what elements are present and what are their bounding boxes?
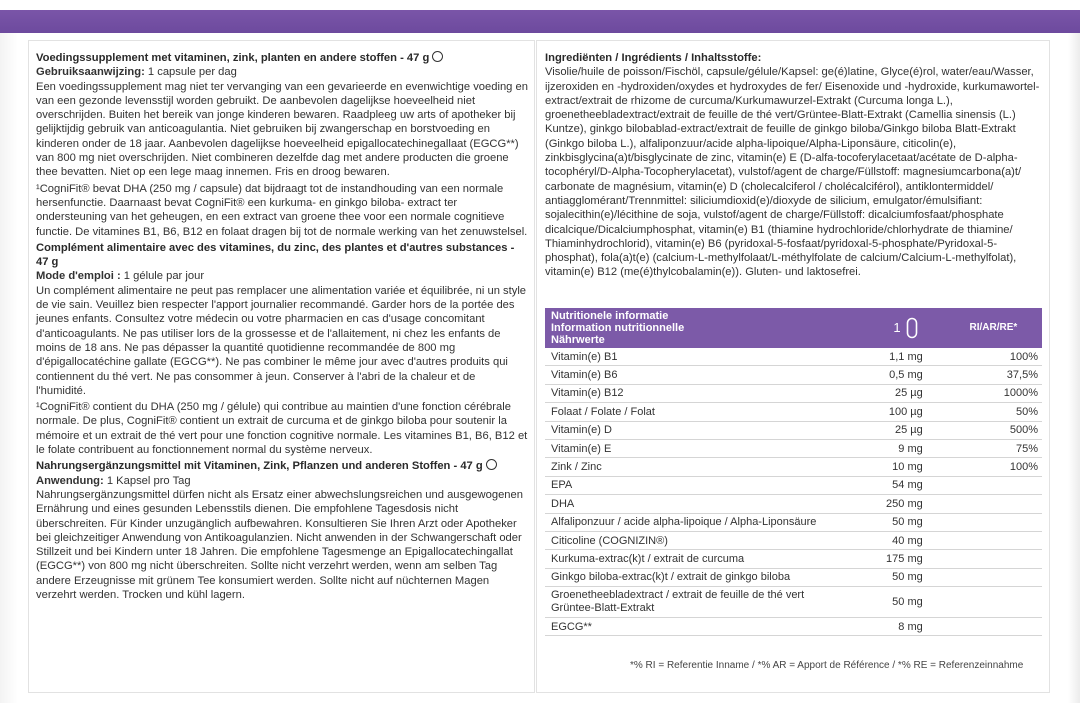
table-row bbox=[545, 458, 1042, 476]
nutrient-ri bbox=[945, 550, 1042, 568]
nutrient-name: Zink / Zinc bbox=[545, 458, 867, 476]
table-row bbox=[545, 587, 1042, 618]
estimated-sign-icon bbox=[486, 459, 497, 470]
nutrient-amount: 25 µg bbox=[867, 421, 945, 439]
fr-note: ¹CogniFit® contient du DHA (250 mg / gélule) qui contribue au maintien d'une fonction cérébrale normale. De plus, CogniFit® contient un extrait de curcuma et de ginkgo biloba pour soutenir la mémoire et un extrait de thé vert pour une fonction cognitive normale. Les vitamines B1, B6, B12 et le folate contribuent au fonctionnement normal du système nerveux. bbox=[36, 401, 528, 457]
table-row bbox=[545, 568, 1042, 586]
ri-footnote: *% RI = Referentie Inname / *% AR = Apport de Référence / *% RE = Referenzeinnahme bbox=[630, 660, 1024, 671]
multilingual-instructions bbox=[36, 51, 528, 604]
nutrient-amount: 100 µg bbox=[867, 403, 945, 421]
nutrient-name: Vitamin(e) D bbox=[545, 421, 867, 439]
nutrient-ri: 37,5% bbox=[945, 366, 1042, 384]
nutrient-name: Vitamin(e) B1 bbox=[545, 348, 867, 366]
table-row bbox=[545, 384, 1042, 402]
nutrient-amount: 250 mg bbox=[867, 495, 945, 513]
capsule-icon bbox=[906, 317, 918, 339]
nutrient-amount: 10 mg bbox=[867, 458, 945, 476]
nutrient-ri: 75% bbox=[945, 439, 1042, 457]
de-usage-label: Anwendung: bbox=[36, 474, 104, 487]
table-row bbox=[545, 531, 1042, 549]
nl-section bbox=[36, 51, 528, 239]
fr-body: Un complément alimentaire ne peut pas remplacer une alimentation variée et équilibrée, ni un style de vie sain. Veuillez bien respecter l'apport journalier recommandé. Garder hors de la portée des jeunes enfants. Consultez votre médecin ou votre pharmacien en cas d'usage concomitant d'anticoagulants. Ne pas utiliser lors de la grossesse et de l'allaitement, ni chez les enfants de moins de 18 ans. Ne pas dépasser la quantité quotidienne recommandée de 800 mg d'épigallocatéchine gallate (EGCG**). Ne pas combiner le même jour avec d'autres produits qui contiennent du thé vert. Ne pas consommer à jeun. Conserver à l'abri de la chaleur et de l'humidité. bbox=[36, 284, 527, 397]
nutrient-name: Kurkuma-extrac(k)t / extrait de curcuma bbox=[545, 550, 867, 568]
nutrient-amount: 50 mg bbox=[867, 568, 945, 586]
nutrient-amount: 50 mg bbox=[867, 513, 945, 531]
nutrition-table-header bbox=[545, 308, 1042, 348]
dose-count: 1 bbox=[893, 320, 901, 335]
nutrition-table bbox=[545, 308, 1042, 636]
nutrient-name: Folaat / Folate / Folat bbox=[545, 403, 867, 421]
purple-top-band bbox=[0, 0, 1080, 33]
nutrient-ri bbox=[945, 476, 1042, 494]
nutrient-name: EPA bbox=[545, 476, 867, 494]
de-body: Nahrungsergänzungsmittel dürfen nicht als Ersatz einer abwechslungsreichen und ausgewogenen Ernährung und eines gesunden Lebensstils dienen. Die empfohlene Tagesdosis nicht überschreiten. Für Kinder unzugänglich aufbewahren. Konsultieren Sie Ihren Arzt oder Apotheker bei gleichzeitiger Anwendung von Antikoagulanzien. Nicht anwenden in der Schwangerschaft oder Stillzeit und bei Kindern unter 18 Jahren. Die empfohlene Tagesmenge an Epigallocatechingallat (EGCG**) von 800 mg nicht überschreiten. Sollte nicht verzehrt werden, wenn am selben Tag andere Erzeugnisse mit grünem Tee konsumiert werden. Sollte nicht auf nüchternen Magen verzehrt werden. Trocken und kühl lagern. bbox=[36, 488, 523, 601]
dose-header bbox=[867, 308, 945, 348]
nl-usage-label: Gebruiksaanwijzing: bbox=[36, 66, 145, 79]
table-row bbox=[545, 348, 1042, 366]
nutrient-ri: 50% bbox=[945, 403, 1042, 421]
header-line-nl: Nutritionele informatie bbox=[551, 310, 669, 322]
nutrient-ri: 500% bbox=[945, 421, 1042, 439]
nutrient-name: EGCG** bbox=[545, 618, 867, 636]
nutrient-name: DHA bbox=[545, 495, 867, 513]
nutrient-name: Ginkgo biloba-extrac(k)t / extrait de ginkgo biloba bbox=[545, 568, 867, 586]
table-row bbox=[545, 618, 1042, 636]
nutrient-ri: 100% bbox=[945, 458, 1042, 476]
nutrient-ri: 100% bbox=[945, 348, 1042, 366]
nutrient-name: Groenetheebladextract / extrait de feuille de thé vert Grüntee-Blatt-Extrakt bbox=[545, 587, 867, 618]
fr-usage-label: Mode d'emploi : bbox=[36, 270, 121, 283]
nl-title: Voedingssupplement met vitaminen, zink, planten en andere stoffen - 47 g bbox=[36, 52, 430, 64]
nutrient-ri bbox=[945, 495, 1042, 513]
nutrient-ri bbox=[945, 618, 1042, 636]
nutrient-amount: 40 mg bbox=[867, 531, 945, 549]
nutrient-ri bbox=[945, 568, 1042, 586]
table-row bbox=[545, 513, 1042, 531]
fr-title: Complément alimentaire avec des vitamines, du zinc, des plantes et d'autres substances - 47 g bbox=[36, 241, 515, 269]
nutrient-ri: 1000% bbox=[945, 384, 1042, 402]
nl-usage-value: 1 capsule per dag bbox=[144, 66, 237, 79]
ingredients-block bbox=[545, 51, 1045, 282]
ingredients-title: Ingrediënten / Ingrédients / Inhaltsstoffe: bbox=[545, 52, 762, 64]
de-title: Nahrungsergänzungsmittel mit Vitaminen, Zink, Pflanzen und anderen Stoffen - 47 g bbox=[36, 460, 483, 473]
header-line-fr: Information nutritionnelle bbox=[551, 322, 685, 334]
left-edge-shadow bbox=[0, 33, 18, 703]
header-line-de: Nährwerte bbox=[551, 334, 605, 346]
table-row bbox=[545, 403, 1042, 421]
nl-note: ¹CogniFit® bevat DHA (250 mg / capsule) dat bijdraagt tot de instandhouding van een normale hersenfunctie. Daarnaast bevat CogniFit® een kurkuma- en ginkgo biloba- extract ter ondersteuning van het geheugen, en een extract van groene thee voor een normale cognitieve functie. De vitamines B1, B6, B12 en folaat dragen bij tot de normale werking van het zenuwstelsel. bbox=[36, 182, 528, 238]
de-usage-value: 1 Kapsel pro Tag bbox=[103, 474, 191, 487]
fr-section bbox=[36, 241, 528, 457]
table-row bbox=[545, 366, 1042, 384]
ri-header: RI/AR/RE* bbox=[945, 308, 1042, 348]
estimated-sign-icon bbox=[432, 51, 443, 62]
nutrition-header-labels bbox=[545, 308, 867, 348]
nutrient-ri bbox=[945, 531, 1042, 549]
nutrient-name: Vitamin(e) E bbox=[545, 439, 867, 457]
nl-body: Een voedingssupplement mag niet ter vervanging van een gevarieerde en evenwichtige voeding en van een gezonde levensstijl worden gebruikt. De aanbevolen dagelijkse hoeveelheid niet overschrijden. Buiten het bereik van jonge kinderen bewaren. Raadpleeg uw arts of apotheker bij gelijktijdig gebruik van anticoagulantia. Niet gebruiken bij zwangerschap en borstvoeding en kinderen onder de 18 jaar. Aanbevolen dagelijkse hoeveelheid epigallocatechinegallaat (EGCG**) van 800 mg niet overschrijden. Niet combineren dezelfde dag met andere producten die groene thee bevatten. Niet op een lege maag innemen. Fris en droog bewaren. bbox=[36, 80, 528, 179]
nutrient-amount: 54 mg bbox=[867, 476, 945, 494]
nutrient-ri bbox=[945, 513, 1042, 531]
nutrient-name: Citicoline (COGNIZIN®) bbox=[545, 531, 867, 549]
de-section bbox=[36, 459, 528, 602]
nutrient-amount: 9 mg bbox=[867, 439, 945, 457]
nutrient-amount: 1,1 mg bbox=[867, 348, 945, 366]
nutrient-name: Vitamin(e) B6 bbox=[545, 366, 867, 384]
nutrient-amount: 0,5 mg bbox=[867, 366, 945, 384]
table-row bbox=[545, 476, 1042, 494]
nutrient-amount: 50 mg bbox=[867, 587, 945, 618]
fr-usage-value: 1 gélule par jour bbox=[120, 270, 205, 283]
nutrient-amount: 175 mg bbox=[867, 550, 945, 568]
table-row bbox=[545, 439, 1042, 457]
table-row bbox=[545, 421, 1042, 439]
table-row bbox=[545, 550, 1042, 568]
ingredients-text: Visolie/huile de poisson/Fischöl, capsule/gélule/Kapsel: ge(é)latine, Glyce(é)rol, water/eau/Wasser, ijzeroxiden en -hydroxiden/oxydes et hydroxydes de fer/ Eisenoxide und -hydroxide, kurkumawortel-extract/extrait de rhizome de curcuma/Kurkumawurzel-Extrakt (Curcuma longa L.), groenetheebladextract/extrait de feuille de thé vert/Grüntee-Blatt-Extrakt (Camellia sinensis (L.) Kuntze), ginkgo bilobablad-extract/extrait de feuille de ginkgo biloba/Ginkgo biloba Blatt-Extrakt (Ginkgo biloba L.), alfaliponzuur/acide alpha-lipoique/Alpha-Liponsäure, citicolin(e), zinkbisglycina(a)t/bisglycinate de zinc, vitamin(e) E (D-alfa-tocoferylacetaat/acétate de D-alpha-tocophéryl/D-Alpha-Tocopherylacetat), vulstof/agent de charge/Füllstoff: magnesiumcarbona(a)t/ carbonate de magnésium, vitamin(e) D (cholecalciferol / cholécalciférol), antiklontermiddel/ antiagglomérant/Trennmittel: siliciumdioxid(e)/dioxyde de silicium, emulgator/émulsifiant: sojalecithin(e)/lécithine de soja, vulstof/agent de charge/Füllstoff: dicalciumfosfaat/phosphate dicalcique/Dicalciumphosphat, vitamin(e) B1 (thiamine hydrochloride/chlorhydrate de thiamine/ Thiaminhydrochlorid), vitamin(e) B6 (pyridoxal-5-fosfaat/pyridoxal-5-phosphate/Pyridoxal-5-phosphat), fola(a)t(e) (calcium-L-methylfolaat/L-méthylfolate de calcium/Calcium-L-methylfolat), vitamin(e) B12 (me(é)thylcobalamin(e)). Gluten- und laktosefrei. bbox=[545, 66, 1040, 279]
nutrient-amount: 25 µg bbox=[867, 384, 945, 402]
table-row bbox=[545, 495, 1042, 513]
nutrient-name: Alfaliponzuur / acide alpha-lipoique / Alpha-Liponsäure bbox=[545, 513, 867, 531]
nutrient-ri bbox=[945, 587, 1042, 618]
nutrient-amount: 8 mg bbox=[867, 618, 945, 636]
right-edge-shadow bbox=[1068, 33, 1080, 703]
nutrient-name: Vitamin(e) B12 bbox=[545, 384, 867, 402]
